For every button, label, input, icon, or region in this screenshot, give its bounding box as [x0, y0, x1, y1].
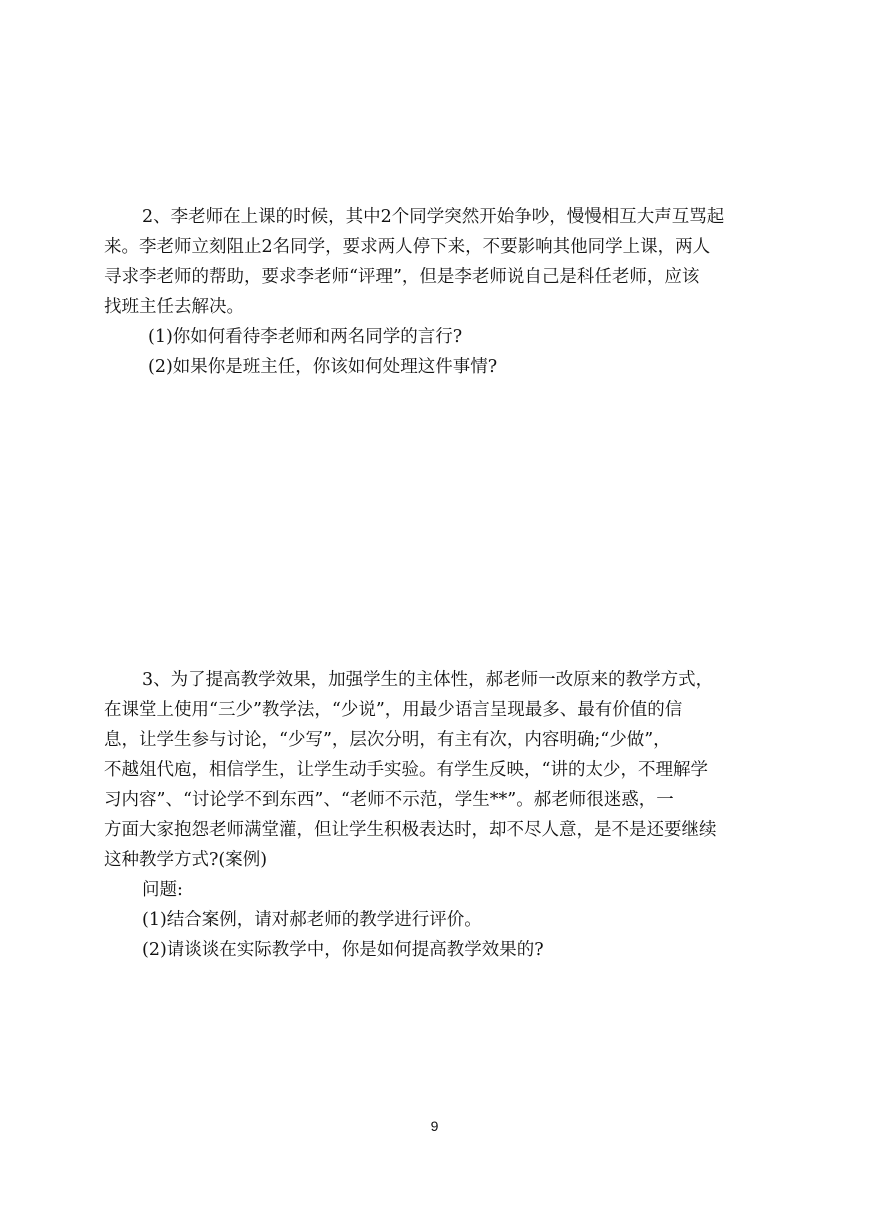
question-3-line: 这种教学方式?(案例): [104, 850, 268, 870]
question-2-sub-question: (2)如果你是班主任，你该如何处理这件事情?: [148, 357, 498, 377]
question-2-line: 来。李老师立刻阻止2名同学，要求两人停下来，不要影响其他同学上课，两人: [104, 237, 711, 257]
question-3-line: 在课堂上使用“三少”教学法，“少说”，用最少语言呈现最多、最有价值的信: [104, 700, 683, 720]
question-2-sub-question: (1)你如何看待李老师和两名同学的言行?: [148, 327, 463, 347]
question-3-line: 不越俎代庖，相信学生，让学生动手实验。有学生反映，“讲的太少，不理解学: [104, 760, 708, 780]
question-3: [104, 665, 784, 965]
question-3-line: 息，让学生参与讨论，“少写”，层次分明，有主有次，内容明确;“少做”，: [104, 730, 671, 750]
page-number: 9: [430, 1118, 439, 1134]
question-2-line: 寻求李老师的帮助，要求李老师“评理”，但是李老师说自己是科任老师，应该: [104, 267, 700, 287]
question-2-line: 找班主任去解决。: [104, 297, 244, 317]
question-3-line: 3、为了提高教学效果，加强学生的主体性，郝老师一改原来的教学方式，: [142, 670, 714, 690]
question-2: [104, 202, 784, 382]
question-3-sub-question: (2)请谈谈在实际教学中，你是如何提高教学效果的?: [142, 940, 544, 960]
question-2-line: 2、李老师在上课的时候，其中2个同学突然开始争吵，慢慢相互大声互骂起: [142, 207, 725, 227]
question-3-prompt-label: 问题:: [142, 880, 183, 900]
question-3-line: 习内容”、“讨论学不到东西”、“老师不示范，学生**”。郝老师很迷惑，一: [104, 790, 674, 810]
question-3-sub-question: (1)结合案例，请对郝老师的教学进行评价。: [142, 910, 482, 930]
question-3-line: 方面大家抱怨老师满堂灌，但让学生积极表达时，却不尽人意，是不是还要继续: [104, 820, 717, 840]
